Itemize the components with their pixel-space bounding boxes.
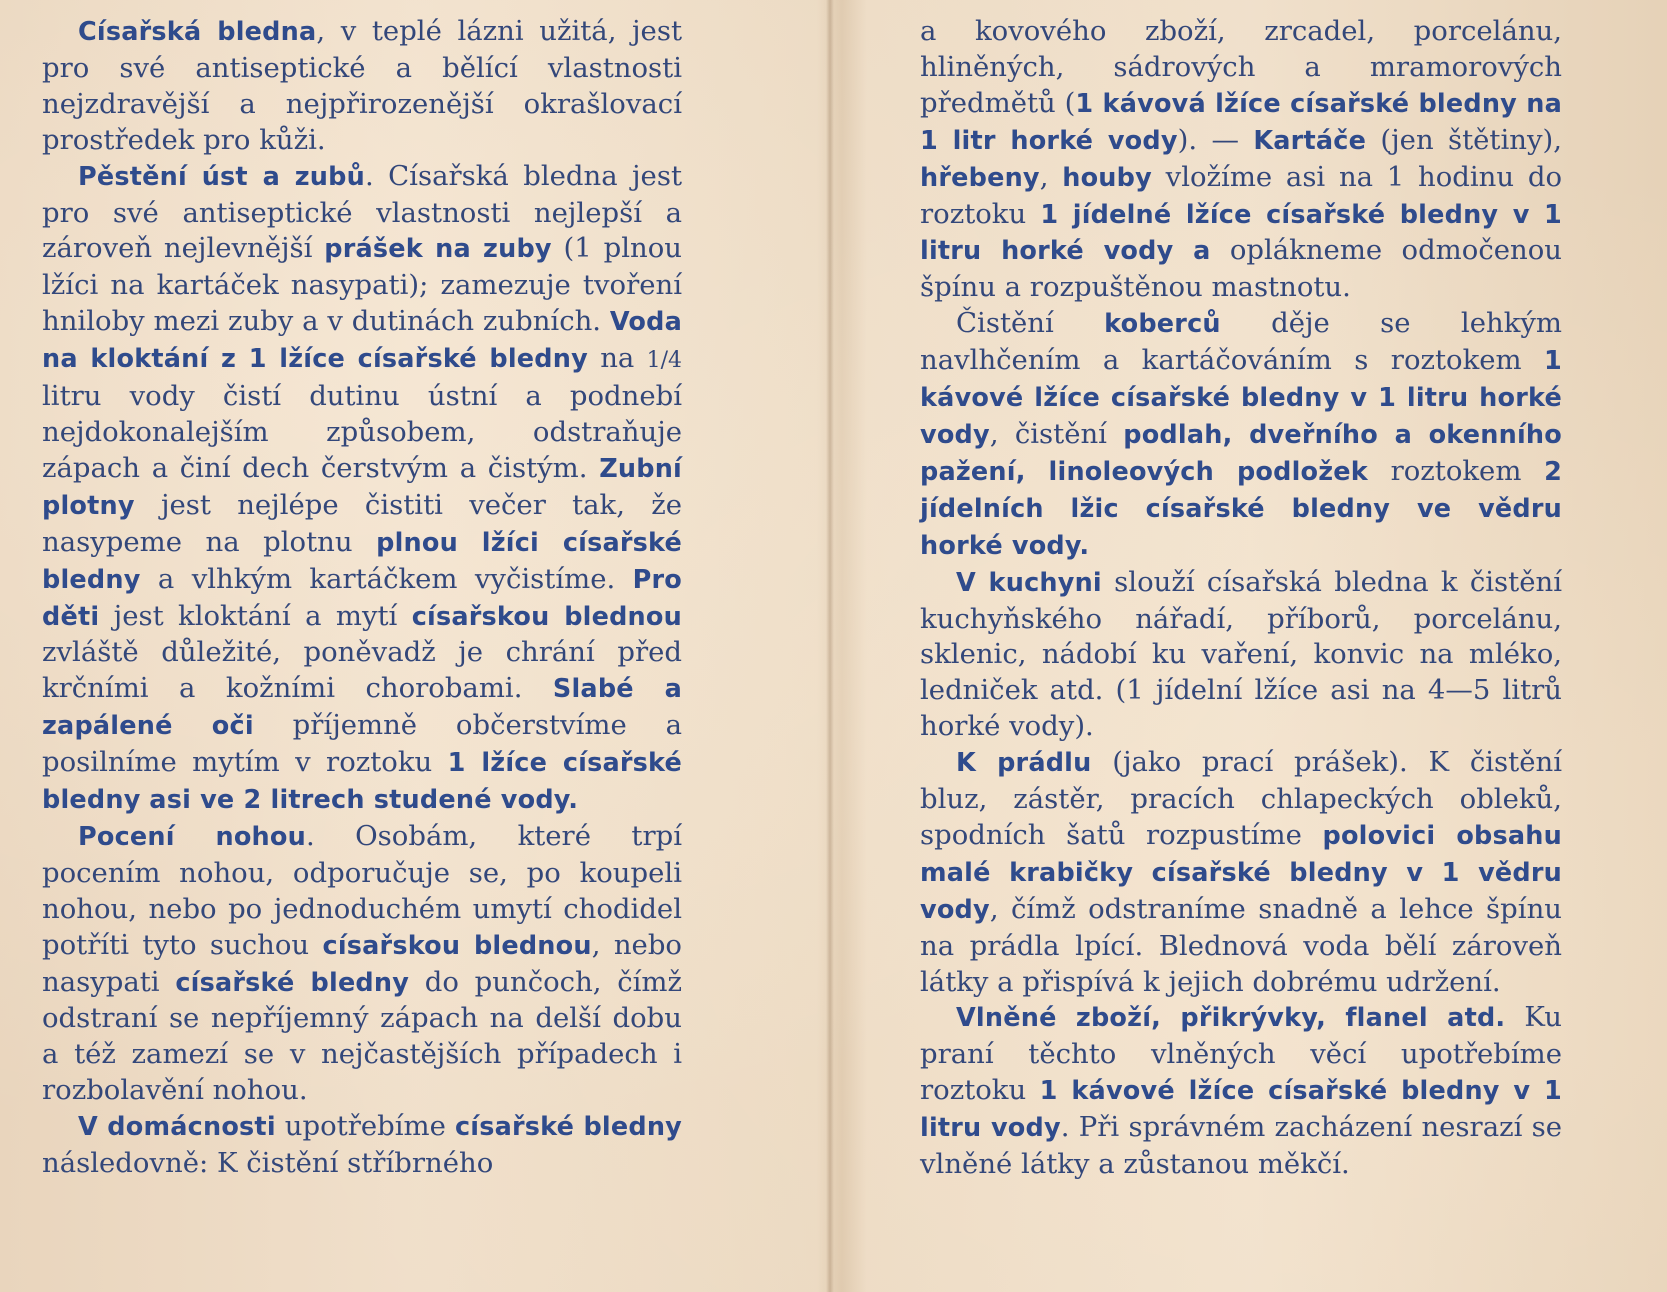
bold-phrase: polovici obsahu malé krabičky císařské bledny v 1 vědru vody (920, 820, 1562, 925)
paragraph (42, 14, 682, 159)
bold-phrase: Císařská bledna (78, 17, 317, 47)
text-run: vložíme asi na 1 hodinu do roztoku (920, 160, 1562, 230)
bold-phrase: Slabé a zapálené oči (42, 674, 682, 742)
text-run: , v teplé lázni užitá, jest pro své antiseptické a bělící vlastnosti nejzdravější a nejpřirozenější okrašlovací prostředek pro kůži. (42, 15, 682, 156)
bold-phrase: Pro děti (42, 564, 682, 632)
bold-phrase: 1 lžíce císařské bledny (42, 748, 682, 816)
bold-phrase: císařskou blednou (322, 930, 592, 961)
text-run: . Císařská bledna jest pro své antiseptické vlastnosti nejlepší a zároveň nejlevnější (42, 159, 682, 265)
paragraph (920, 306, 1562, 564)
paragraph (920, 14, 1562, 306)
text-run: slouží císařská bledna k čistění kuchyňského nářadí, příborů, porcelánu, sklenic, nádobí ku vaření, konvic na mléko, ledniček atd. (1 jídelní lžíce asi na 4—5 litrů horké vody). (920, 565, 1562, 743)
text-run (141, 783, 150, 815)
bold-phrase: hřebeny (920, 162, 1040, 193)
text-run: na (587, 342, 647, 375)
text-run: Ku praní těchto vlněných věcí upotřebíme roztoku (920, 1001, 1562, 1107)
text-run: jest kloktání a mytí (99, 599, 412, 632)
text-run: následovně: K čistění stříbrného (42, 1147, 494, 1180)
text-run: (jako prací prášek). K čistění bluz, zástěr, pracích chlapeckých obleků, spodních šatů rozpustíme (920, 746, 1562, 851)
text-run: do punčoch, čímž odstraní se nepříjemný zápach na delší dobu a též zamezí se v nejčastějších případech i rozbolavění nohou. (42, 965, 682, 1107)
left-column (42, 14, 682, 1182)
text-run: , nebo nasypati (42, 928, 682, 998)
bold-phrase: Voda na kloktání z 1 lžíce císařské bledny (42, 307, 682, 375)
bold-phrase: císařské bledny (454, 1112, 682, 1143)
bold-phrase: V kuchyni (956, 567, 1102, 598)
paragraph (920, 745, 1562, 1000)
bold-phrase: císařské bledny (175, 967, 410, 998)
bold-phrase: houby (1062, 162, 1152, 193)
bold-phrase: Pěstění úst a zubů (78, 161, 365, 192)
text-run: a vlhkým kartáčkem vyčistíme. (140, 562, 633, 595)
text-run: ). — (1177, 123, 1254, 156)
text-run: , čímž odstraníme snadně a lehce špínu na prádla lpící. Blednová voda bělí zároveň látky a přispívá k jejich dobrému udržení. (920, 892, 1562, 998)
bold-phrase: 2 jídelních lžic císařské bledny ve vědru horké vody. (920, 456, 1563, 561)
bold-phrase: 1 jídelné lžíce císařské bledny v 1 litru horké vody a (920, 199, 1562, 267)
text-run: , čistění (989, 417, 1124, 450)
paragraph (42, 159, 682, 819)
text-run: , (1039, 160, 1063, 193)
bold-phrase: koberců (1104, 309, 1221, 340)
text-run: upotřebíme (275, 1110, 455, 1143)
text-run: příjemně občerstvíme a posilníme mytím v roztoku (42, 709, 682, 779)
text-run: Čistění (956, 307, 1105, 340)
bold-phrase: Vlněné zboží, přikrývky, flanel atd. (956, 1003, 1506, 1034)
bold-phrase: 1 kávová lžíce císařské bledny na 1 litr horké vody (920, 88, 1562, 156)
bold-phrase: V domácnosti (78, 1112, 276, 1143)
text-run: děje se lehkým navlhčením a kartáčováním s roztokem (920, 307, 1562, 377)
right-column (920, 14, 1562, 1183)
text-run: litru vody čistí dutinu ústní a podnebí nejdokonalejším způsobem, odstraňuje zápach a činí dech čerstvým a čistým. (42, 380, 682, 484)
text-run: roztokem (1367, 454, 1545, 487)
fraction: 1/4 (646, 348, 682, 374)
center-fold (826, 0, 834, 1292)
bold-phrase: K prádlu (956, 748, 1092, 779)
text-run: jest nejlépe čistiti večer tak, že nasypeme na plotnu (42, 488, 682, 558)
bold-phrase: prášek na zuby (324, 234, 552, 265)
paragraph (42, 1109, 682, 1182)
bold-phrase: Zubní plotny (42, 453, 682, 521)
bold-phrase: 1 kávové lžíce císařské bledny v 1 litru horké vody (920, 346, 1562, 450)
bold-phrase: Pocení nohou (78, 821, 306, 852)
bold-phrase: císařskou blednou (411, 601, 682, 632)
text-run: . Při správném zacházení nesrazí se vlněné látky a zůstanou měkčí. (920, 1111, 1562, 1181)
paragraph (42, 819, 682, 1109)
text-run: . Osobám, které trpí pocením nohou, odporučuje se, po koupeli nohou, nebo po jednoduchém umytí chodidel potříti tyto suchou (42, 819, 682, 961)
paragraph (920, 1000, 1562, 1183)
text-run: (1 plnou lžíci na kartáček nasypati); zamezuje tvoření hniloby mezi zuby a v dutinách zubních. (42, 232, 682, 338)
paragraph (920, 565, 1562, 746)
text-run: (jen štětiny), (1366, 123, 1562, 156)
bold-phrase: asi ve 2 litrech studené vody. (149, 785, 579, 816)
text-run: zvláště důležité, poněvadž je chrání před krčními a kožními chorobami. (42, 636, 682, 705)
bold-phrase: 1 kávové lžíce císařské bledny v 1 litru vody (920, 1076, 1562, 1144)
bold-phrase: Kartáče (1253, 125, 1367, 156)
bold-phrase: podlah, dveřního a okenního pažení, linoleových podložek (920, 419, 1562, 487)
text-run: a kovového zboží, zrcadel, porcelánu, hliněných, sádrových a mramorových předmětů ( (920, 15, 1562, 119)
bold-phrase: plnou lžíci císařské bledny (42, 527, 682, 595)
text-run: oplákneme odmočenou špínu a rozpuštěnou mastnotu. (920, 234, 1562, 304)
